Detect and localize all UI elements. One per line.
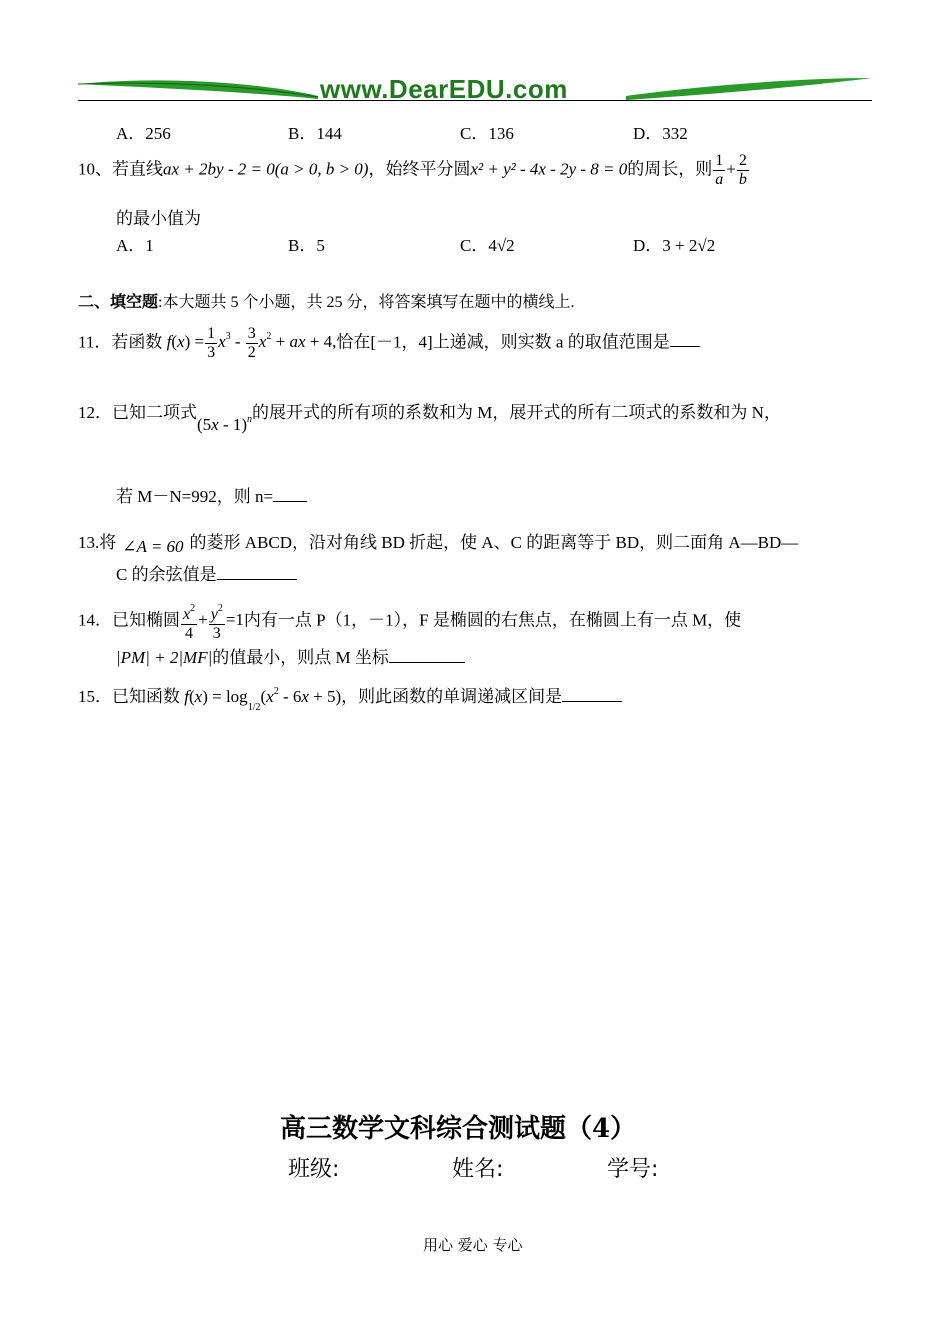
header-rule	[78, 100, 872, 101]
q14-line2: |PM| + 2|MF|的值最小，则点 M 坐标	[116, 643, 465, 668]
q13-answer-blank[interactable]	[217, 563, 297, 580]
q12-binomial: (5x - 1)$^n$	[197, 414, 253, 434]
q12-answer-blank[interactable]	[273, 485, 307, 502]
q15-answer-blank[interactable]	[562, 685, 622, 702]
q13-line2: C 的余弦值是	[116, 560, 297, 585]
q12-line1: 12．已知二项式(5x - 1)$^n$的展开式的所有项的系数和为 M，展开式的所有二项式的系数和为 N，	[78, 403, 781, 434]
header-brand: www.DearEDU.com	[320, 74, 568, 104]
q14-ellipse: $\frac{x^2}{4}$ + $\frac{y^2}{3}$ =1	[180, 610, 244, 629]
section2-heading: 二、填空题	[78, 292, 159, 311]
q10-fraction-1-over-a: $\frac{1}{a}$	[715, 152, 724, 188]
class-label: 班级:	[288, 1157, 340, 1182]
q15: 15．已知函数 $f(x) = \log_{1/2}(x^2 - 6x + 5)$，则此函数的单调递减区间是	[78, 682, 622, 713]
q13-line1: 13.将 ∠A = 60 的菱形 ABCD，沿对角线 BD 折起，使 A、C 的距离等于 BD，则二面角 A—BD—	[78, 533, 799, 556]
q10-number: 10、	[78, 159, 112, 179]
q9-option-d: D．332	[633, 124, 688, 143]
q10-option-a: A．1	[116, 236, 154, 255]
q11: 11．若函数 f(x) = $\frac{1}{3}$ $x^3$ - $\frac{3}{2}$ $x^2$ + ax + 4,恰在[－1，4]上递减，则实数 a 的取值范围是	[78, 325, 700, 362]
q11-answer-blank[interactable]	[670, 330, 700, 347]
q12-line2: 若 M－N=992，则 n=	[116, 482, 307, 507]
name-label: 姓名:	[452, 1157, 504, 1182]
q9-option-a: A．256	[116, 124, 171, 143]
q10-circle-equation: x² + y² - 4x - 2y - 8 = 0	[470, 159, 628, 179]
next-test-title: 高三数学文科综合测试题（4）	[280, 1114, 637, 1144]
q14-expression: |PM| + 2|MF|	[116, 648, 213, 667]
q11-function: f(x) = $\frac{1}{3}$ $x^3$ - $\frac{3}{2}$ $x^2$ + ax + 4,	[166, 325, 337, 361]
q10-line-equation: ax + 2by - 2 = 0(a > 0, b > 0)	[163, 159, 369, 179]
q13-angle: ∠A = 60	[122, 537, 184, 556]
footer-text: 用心 爱心 专心	[423, 1236, 523, 1254]
q10-option-b: B．5	[288, 236, 325, 255]
q10-line1: 10、若直线ax + 2by - 2 = 0(a > 0, b > 0)，始终平分圆x² + y² - 4x - 2y - 8 = 0的周长，则 $\frac{1}{a}$ + $\frac{2}{b}$	[78, 152, 747, 188]
q14-answer-blank[interactable]	[389, 646, 465, 663]
section2-desc: :本大题共 5 个小题，共 25 分，将答案填写在题中的横线上.	[158, 294, 575, 311]
section2-heading-line	[78, 289, 574, 312]
q14-line1: 14．已知椭圆 $\frac{x^2}{4}$ + $\frac{y^2}{3}$ =1内有一点 P（1，－1），F 是椭圆的右焦点，在椭圆上有一点 M，使	[78, 600, 741, 643]
q10-option-c: C．4√2	[460, 236, 515, 255]
q9-option-c: C．136	[460, 124, 514, 143]
q10-fraction-2-over-b: $\frac{2}{b}$	[738, 152, 747, 188]
student-id-label: 学号:	[607, 1157, 659, 1182]
q10-option-d: D．3 + 2√2	[633, 236, 716, 255]
q9-option-b: B．144	[288, 124, 342, 143]
q15-function: $f(x) = \log_{1/2}(x^2 - 6x + 5)$	[184, 686, 342, 713]
q10-line2: 的最小值为	[116, 209, 201, 228]
